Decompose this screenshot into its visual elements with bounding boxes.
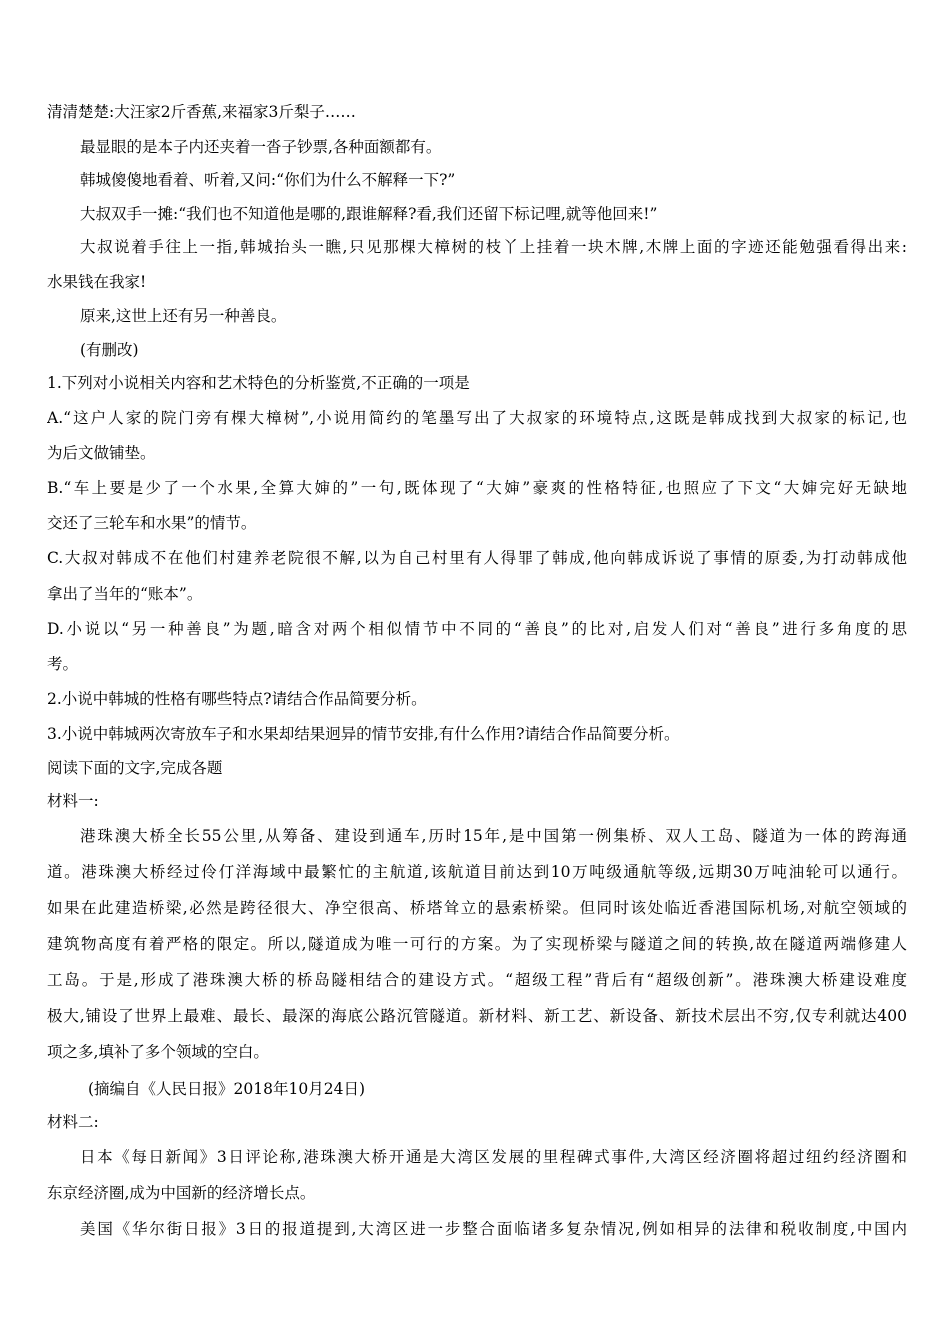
material-2-text: 美国《华尔街日报》3日的报道提到,大湾区进一步整合面临诸多复杂情况,例如相异的法律和税收制度,中国内 xyxy=(80,1220,907,1238)
story-paragraph: 大叔双手一摊:“我们也不知道他是哪的,跟谁解释?看,我们还留下标记哩,就等他回来!” xyxy=(80,205,658,223)
material-1-text: 港珠澳大桥全长55公里,从筹备、建设到通车,历时15年,是中国第一例集桥、双人工岛、隧道为一体的跨海通 xyxy=(80,827,907,845)
material-1-text: 如果在此建造桥梁,必然是跨径很大、净空很高、桥塔耸立的悬索桥梁。但同时该处临近香港国际机场,对航空领域的 xyxy=(47,899,907,917)
material-2-title: 材料二: xyxy=(47,1113,99,1131)
reading-intro: 阅读下面的文字,完成各题 xyxy=(47,759,223,777)
option-a: A.“这户人家的院门旁有棵大樟树”,小说用简约的笔墨写出了大叔家的环境特点,这既是韩成找到大叔家的标记,也 xyxy=(47,409,907,427)
option-b: 交还了三轮车和水果”的情节。 xyxy=(47,514,257,532)
question-3: 3.小说中韩城两次寄放车子和水果却结果迥异的情节安排,有什么作用?请结合作品简要分析。 xyxy=(47,725,680,743)
option-d: D.小说以“另一种善良”为题,暗含对两个相似情节中不同的“善良”的比对,启发人们对“善良”进行多角度的思 xyxy=(47,620,907,638)
story-paragraph: 韩城傻傻地看着、听着,又问:“你们为什么不解释一下?” xyxy=(80,171,456,189)
question-1: 1.下列对小说相关内容和艺术特色的分析鉴赏,不正确的一项是 xyxy=(47,374,470,392)
story-paragraph: 原来,这世上还有另一种善良。 xyxy=(80,307,287,325)
material-1-text: 建筑物高度有着严格的限定。所以,隧道成为唯一可行的方案。为了实现桥梁与隧道之间的转换,故在隧道两端修建人 xyxy=(47,935,907,953)
material-2-text: 日本《每日新闻》3日评论称,港珠澳大桥开通是大湾区发展的里程碑式事件,大湾区经济圈将超过纽约经济圈和 xyxy=(80,1148,907,1166)
material-2-text: 东京经济圈,成为中国新的经济增长点。 xyxy=(47,1184,316,1202)
option-c: 拿出了当年的“账本”。 xyxy=(47,585,203,603)
material-1-source: (摘编自《人民日报》2018年10月24日) xyxy=(88,1080,365,1098)
material-1-text: 道。港珠澳大桥经过伶仃洋海域中最繁忙的主航道,该航道目前达到10万吨级通航等级,远期30万吨油轮可以通行。 xyxy=(47,863,907,881)
story-note: (有删改) xyxy=(80,341,139,359)
option-b: B.“车上要是少了一个水果,全算大婶的”一句,既体现了“大婶”豪爽的性格特征,也照应了下文“大婶完好无缺地 xyxy=(47,479,907,497)
option-d: 考。 xyxy=(47,655,79,673)
material-1-title: 材料一: xyxy=(47,792,99,810)
option-c: C.大叔对韩成不在他们村建养老院很不解,以为自己村里有人得罪了韩成,他向韩成诉说了事情的原委,为打动韩成他 xyxy=(47,549,907,567)
material-1-text: 项之多,填补了多个领域的空白。 xyxy=(47,1043,269,1061)
material-1-text: 工岛。于是,形成了港珠澳大桥的桥岛隧相结合的建设方式。“超级工程”背后有“超级创新”。港珠澳大桥建设难度 xyxy=(47,971,907,989)
story-paragraph: 清清楚楚:大汪家2斤香蕉,来福家3斤梨子…… xyxy=(47,103,356,121)
story-paragraph: 最显眼的是本子内还夹着一沓子钞票,各种面额都有。 xyxy=(80,138,442,156)
story-paragraph: 水果钱在我家! xyxy=(47,273,147,291)
story-paragraph: 大叔说着手往上一指,韩城抬头一瞧,只见那棵大樟树的枝丫上挂着一块木牌,木牌上面的字迹还能勉强看得出来: xyxy=(80,238,907,256)
material-1-text: 极大,铺设了世界上最难、最长、最深的海底公路沉管隧道。新材料、新工艺、新设备、新技术层出不穷,仅专利就达400 xyxy=(47,1007,907,1025)
question-2: 2.小说中韩城的性格有哪些特点?请结合作品简要分析。 xyxy=(47,690,427,708)
option-a: 为后文做铺垫。 xyxy=(47,444,156,462)
